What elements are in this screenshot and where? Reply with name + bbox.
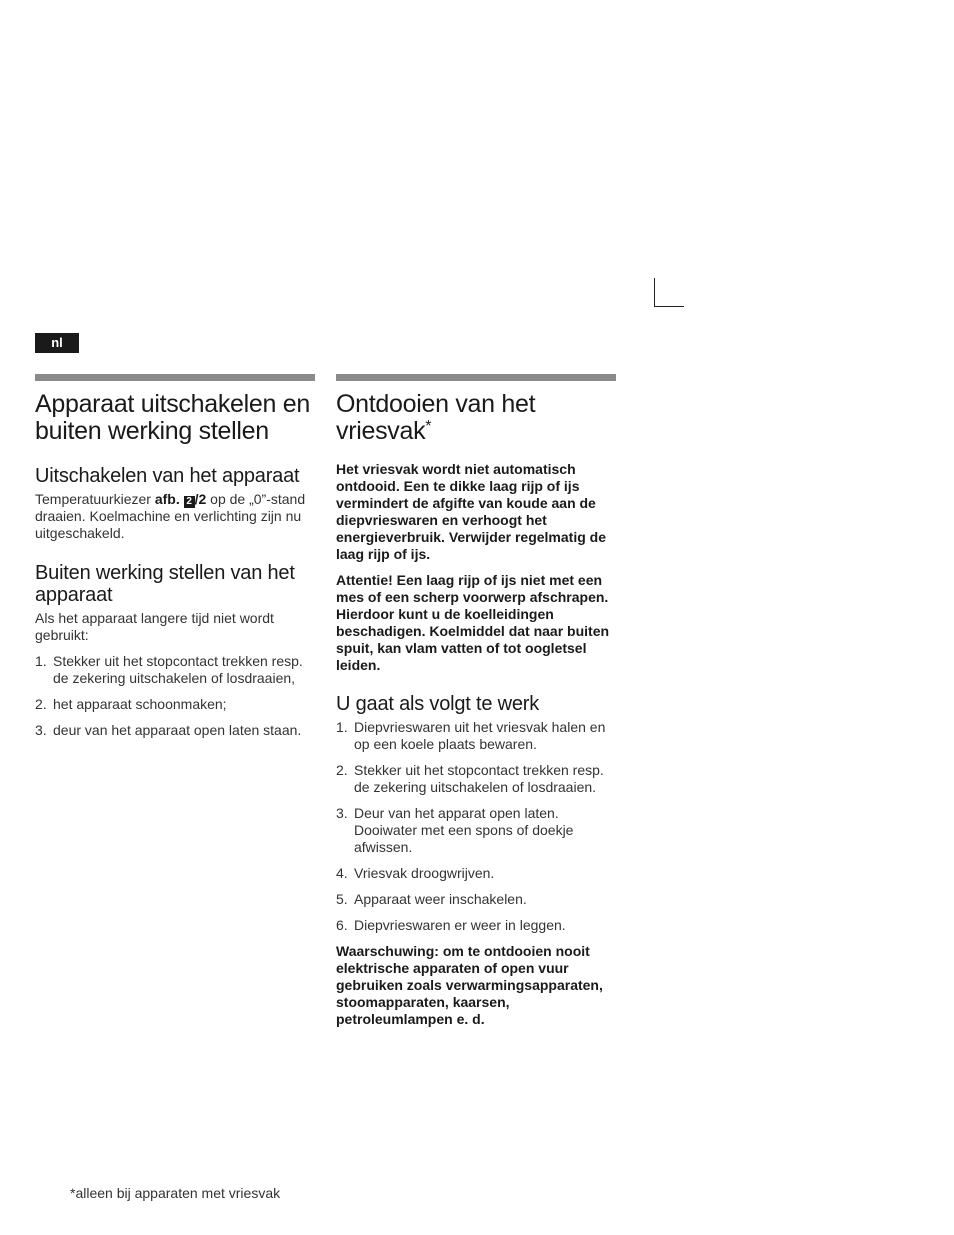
list-item: 1. Diepvrieswaren uit het vriesvak halen en op een koele plaats bewaren. bbox=[336, 719, 606, 752]
section-heading-switch-off: Uitschakelen van het apparaat bbox=[35, 465, 300, 487]
left-title: Apparaat uitschakelen en buiten werking stellen bbox=[35, 390, 310, 445]
left-column bbox=[35, 374, 315, 748]
list-item: 3. deur van het apparaat open laten staan. bbox=[35, 722, 302, 738]
figure-number-box: 2 bbox=[184, 496, 195, 508]
section-heading-decommission: Buiten werking stellen van het apparaat bbox=[35, 562, 295, 606]
right-column bbox=[336, 374, 616, 1028]
footnote: *alleen bij apparaten met vriesvak bbox=[70, 1185, 281, 1201]
list-item: 2. Stekker uit het stopcontact trekken resp. de zekering uitschakelen of losdraaien. bbox=[336, 762, 604, 795]
list-item: 3. Deur van het apparat open laten. Dooiwater met een spons of doekje afwissen. bbox=[336, 805, 574, 855]
warning-text: Waarschuwing: om te ontdooien nooit elektrische apparaten of open vuur gebruiken zoals verwarmingsapparaten, stoomapparaten, kaarsen, petroleumlampen e. d. bbox=[336, 943, 603, 1027]
section-rule bbox=[336, 374, 616, 381]
list-item: 6. Diepvrieswaren er weer in leggen. bbox=[336, 917, 566, 933]
language-badge: nl bbox=[35, 333, 79, 353]
list-item: 1. Stekker uit het stopcontact trekken resp. de zekering uitschakelen of losdraaien, bbox=[35, 653, 303, 686]
footnote-asterisk: * bbox=[425, 418, 432, 435]
list-item: 2. het apparaat schoonmaken; bbox=[35, 696, 227, 712]
procedure-steps bbox=[336, 719, 616, 934]
section-rule bbox=[35, 374, 315, 381]
list-item: 4. Vriesvak droogwrijven. bbox=[336, 865, 495, 881]
list-item: 5. Apparaat weer inschakelen. bbox=[336, 891, 527, 907]
decommission-steps bbox=[35, 653, 315, 739]
crop-mark-vertical bbox=[654, 278, 655, 307]
switch-off-text: Temperatuurkiezer afb. 2 /2 op de „0”-stand draaien. Koelmachine en verlichting zijn nu uitgeschakeld. bbox=[35, 491, 306, 541]
defrost-intro: Het vriesvak wordt niet automatisch ontdooid. Een te dikke laag rijp of ijs vermindert de afgifte van koude aan de diepvrieswaren en verhoogt het energieverbruik. Verwijder regelmatig de laag rijp of ijs. bbox=[336, 461, 606, 562]
defrost-caution: Attentie! Een laag rijp of ijs niet met een mes of een scherp voorwerp afschrapen. Hierdoor kunt u de koelleidingen beschadigen. Koelmiddel dat naar buiten spuit, kan vlam vatten of tot oogletsel leiden. bbox=[336, 572, 610, 673]
procedure-heading: U gaat als volgt te werk bbox=[336, 693, 540, 715]
decommission-intro: Als het apparaat langere tijd niet wordt gebruikt: bbox=[35, 610, 274, 643]
figure-reference: afb. 2 /2 bbox=[154, 491, 207, 507]
crop-mark-horizontal bbox=[654, 306, 684, 307]
right-title: Ontdooien van het vriesvak* bbox=[336, 390, 536, 445]
